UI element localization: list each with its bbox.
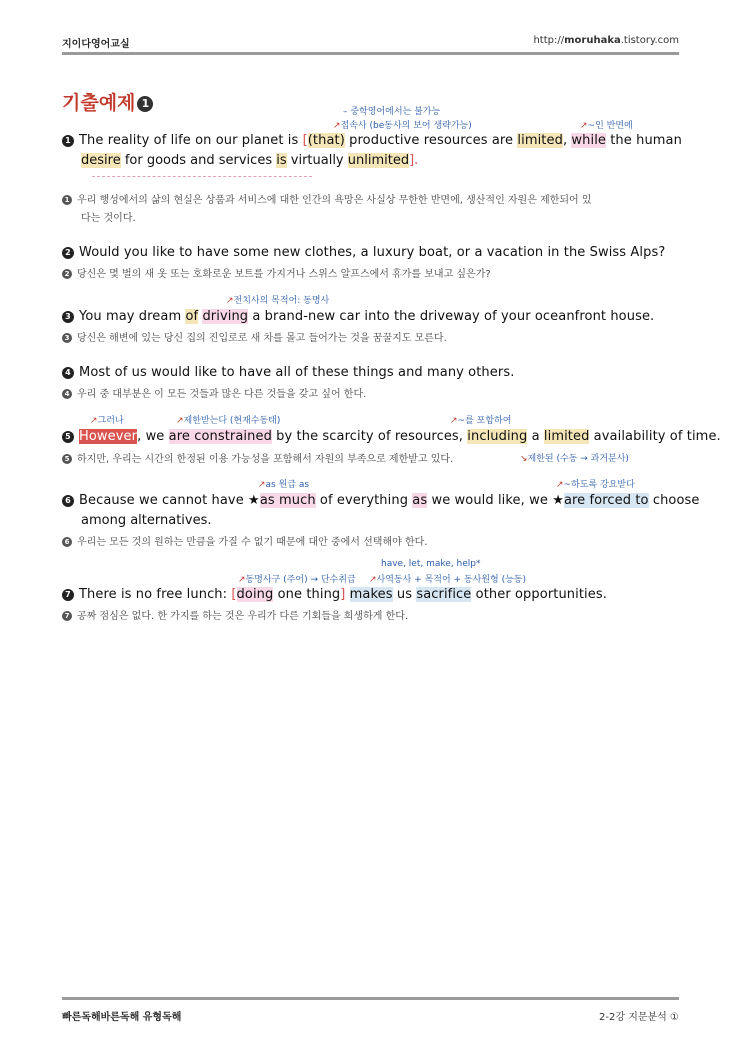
s5-including: including — [467, 429, 528, 444]
s7-bracket-open: [ — [231, 587, 237, 602]
sentence-4-translation — [62, 385, 366, 400]
s7-text-b: one thing — [273, 587, 341, 602]
title-number-icon: 1 — [137, 96, 153, 112]
sentence-number-2-icon: 2 — [62, 247, 74, 259]
annotation-while-text: ~인 반면에 — [587, 121, 633, 131]
s5-constrained: are constrained — [168, 429, 272, 444]
sentence-7-translation — [62, 607, 408, 622]
sentence-1-translation-line-1 — [62, 191, 592, 206]
s1-text-c: , — [562, 133, 572, 148]
s6-as-much: as much — [259, 493, 316, 508]
sentence-2 — [62, 245, 665, 260]
s3-ko: 당신은 해변에 있는 당신 집의 진입로로 새 차를 몰고 들어가는 것을 꿈꿀지도 모른다. — [77, 333, 447, 344]
header-url[interactable] — [533, 35, 679, 46]
s5-text-d: availability of time. — [589, 429, 721, 444]
s4-ko: 우리 중 대부분은 이 모든 것들과 많은 다른 것들을 갖고 싶어 한다. — [77, 389, 367, 400]
s5-limited: limited — [543, 429, 590, 444]
sentence-1-line-2 — [81, 153, 418, 168]
s1-while: while — [571, 133, 606, 148]
s1-limited: limited — [517, 133, 563, 148]
annotation-causative-text: 사역동사 + 목적어 + 동사원형 (능동) — [376, 575, 526, 585]
s1-text-d: the human — [606, 133, 682, 148]
s1-is: is — [276, 153, 287, 168]
annotation-gerund-object-text: 전치사의 목적어: 동명사 — [233, 296, 330, 306]
translation-number-7-icon: 7 — [62, 611, 72, 621]
s1-unlimited: unlimited — [347, 153, 410, 168]
translation-number-1-icon: 1 — [62, 195, 72, 205]
annotation-constrained-text: 제한받는다 (현재수동태) — [183, 416, 281, 426]
translation-number-6-icon: 6 — [62, 537, 72, 547]
sentence-number-3-icon: 3 — [62, 311, 74, 323]
sentence-number-6-icon: 6 — [62, 495, 74, 507]
s1-text-a: The reality of life on our planet is — [79, 133, 303, 148]
star-icon: ★ — [248, 493, 260, 508]
annotation-gerund-subject: ↗동명사구 (주어) → 단수취급 — [238, 575, 356, 585]
translation-number-5-icon: 5 — [62, 454, 72, 464]
annotation-while: ↗~인 반면에 — [580, 121, 633, 131]
annotation-constrained: ↗제한받는다 (현재수동태) — [176, 416, 281, 426]
s1-that: (that) — [307, 133, 345, 148]
s2-ko: 당신은 몇 벌의 새 옷 또는 호화로운 보트를 가지거나 스위스 알프스에서 휴가를 보내고 싶은가? — [77, 269, 491, 280]
annotation-limited: ↘제한된 (수동 → 과거분사) — [520, 454, 629, 464]
s1-text-e: for goods and services — [120, 153, 277, 168]
s1-bracket-close: ]. — [409, 153, 419, 168]
annotation-including: ↗~를 포함하여 — [450, 416, 512, 426]
url-prefix: http:// — [533, 35, 565, 46]
sentence-5-translation — [62, 450, 453, 465]
s2-text: Would you like to have some new clothes, a luxury boat, or a vacation in the Swiss Alps? — [79, 245, 666, 260]
sentence-3-translation — [62, 329, 447, 344]
dashed-connector — [92, 176, 312, 177]
sentence-2-translation — [62, 265, 491, 280]
s6-text-a: Because we cannot have — [79, 493, 249, 508]
s3-text-b: a brand-new car into the driveway of your oceanfront house. — [248, 309, 655, 324]
annotation-as-as: ↗as 원급 as — [258, 480, 310, 490]
s5-text-a: , we — [137, 429, 169, 444]
annotation-forced-text: ~하도록 강요받다 — [563, 480, 635, 490]
s7-bracket-close: ] — [340, 587, 346, 602]
annotation-forced: ↗~하도록 강요받다 — [556, 480, 635, 490]
annotation-as-as-text: as 원급 as — [265, 480, 310, 490]
s6-as: as — [412, 493, 428, 508]
annotation-however: ↗그러나 — [90, 416, 124, 426]
sentence-6-translation — [62, 533, 427, 548]
s6-text-b: of everything — [315, 493, 413, 508]
s5-however: However — [79, 429, 138, 444]
s3-driving: driving — [202, 309, 249, 324]
annotation-conjunction: ↗접속사 (be동사의 보어 생략가능) — [333, 121, 472, 131]
translation-number-4-icon: 4 — [62, 389, 72, 399]
sentence-6-line-2: among alternatives. — [81, 513, 212, 528]
s6-text-c: we would like, we — [427, 493, 553, 508]
footer-rule — [62, 997, 679, 1000]
star-icon: ★ — [552, 493, 564, 508]
annotation-gerund-subject-text: 동명사구 (주어) → 단수취급 — [245, 575, 356, 585]
s1-text-b: productive resources are — [344, 133, 518, 148]
translation-number-3-icon: 3 — [62, 333, 72, 343]
s1-desire: desire — [81, 153, 121, 168]
s7-text-a: There is no free lunch: — [79, 587, 232, 602]
sentence-number-7-icon: 7 — [62, 589, 74, 601]
sentence-5 — [62, 429, 721, 444]
s7-text-d: other opportunities. — [471, 587, 607, 602]
sentence-1-translation-line-2: 다는 것이다. — [81, 213, 136, 224]
s1-text-f: virtually — [286, 153, 348, 168]
header-brand: 지이다영어교실 — [62, 39, 130, 50]
s5-text-c: a — [527, 429, 544, 444]
footer-page-label: 2-2강 지문분석 ① — [599, 1012, 679, 1023]
s7-makes: makes — [349, 587, 393, 602]
s3-of: of — [185, 309, 199, 324]
s3-text-a: You may dream — [79, 309, 186, 324]
s6-ko: 우리는 모든 것의 원하는 만큼을 가질 수 없기 때문에 대안 중에서 선택해야 한다. — [77, 537, 428, 548]
sentence-6-line-1 — [62, 493, 700, 508]
s7-sacrifice: sacrifice — [416, 587, 472, 602]
s5-text-b: by the scarcity of resources, — [271, 429, 468, 444]
header-rule — [62, 52, 679, 55]
s4-text: Most of us would like to have all of these things and many others. — [79, 365, 515, 380]
s7-ko: 공짜 점심은 없다. 한 가지를 하는 것은 우리가 다른 기회들을 희생하게 한다. — [77, 611, 409, 622]
s5-ko: 하지만, 우리는 시간의 한정된 이용 가능성을 포함해서 자원의 부족으로 제한받고 있다. — [77, 454, 454, 465]
annotation-limited-text: 제한된 (수동 → 과거분사) — [527, 454, 629, 464]
s1-ko-1: 우리 행성에서의 삶의 현실은 상품과 서비스에 대한 인간의 욕망은 사실상 무한한 반면에, 생산적인 자원은 제한되어 있 — [77, 195, 592, 206]
annotation-conjunction-text: 접속사 (be동사의 보어 생략가능) — [340, 121, 472, 131]
translation-number-2-icon: 2 — [62, 269, 72, 279]
annotation-middle-school: – 중학영어에서는 불가능 — [343, 107, 441, 117]
s7-text-c: us — [392, 587, 417, 602]
title-text: 기출예제 — [62, 92, 136, 114]
annotation-causative: ↗사역동사 + 목적어 + 동사원형 (능동) — [369, 575, 526, 585]
sentence-7 — [62, 587, 607, 602]
annotation-including-text: ~를 포함하여 — [457, 416, 512, 426]
s1-bracket-open: [ — [302, 133, 308, 148]
annotation-gerund-object: ↗전치사의 목적어: 동명사 — [226, 296, 330, 306]
sentence-4 — [62, 365, 514, 380]
sentence-1-line-1 — [62, 133, 682, 148]
sentence-number-1-icon: 1 — [62, 135, 74, 147]
annotation-causative-list: have, let, make, help* — [381, 559, 481, 569]
page-title — [62, 88, 153, 115]
sentence-number-5-icon: 5 — [62, 431, 74, 443]
url-bold: moruhaka — [564, 35, 621, 46]
sentence-3 — [62, 309, 654, 324]
s7-doing: doing — [236, 587, 274, 602]
url-suffix: .tistory.com — [620, 35, 679, 46]
footer-book-title: 빠른독해바른독해 유형독해 — [62, 1012, 182, 1023]
s6-forced: are forced to — [563, 493, 649, 508]
annotation-however-text: 그러나 — [97, 416, 124, 426]
s6-text-d: choose — [648, 493, 700, 508]
sentence-number-4-icon: 4 — [62, 367, 74, 379]
